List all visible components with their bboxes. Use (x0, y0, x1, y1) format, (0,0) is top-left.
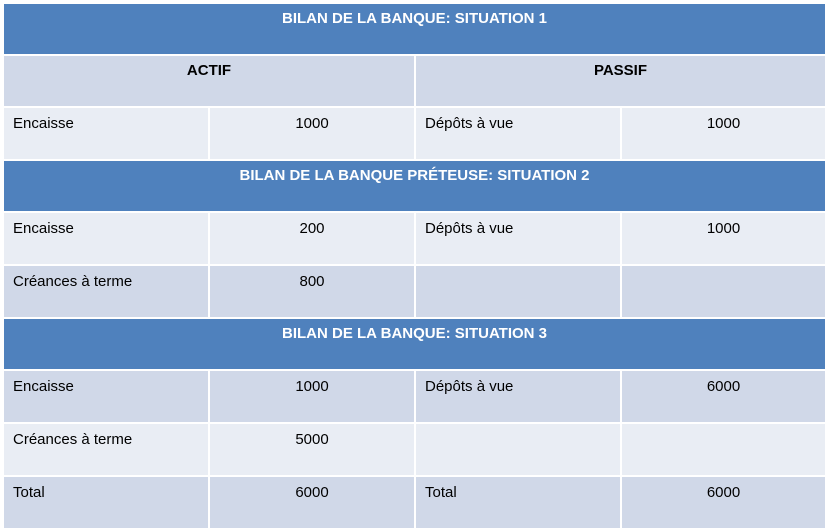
actif-value: 1000 (209, 370, 415, 423)
passif-value: 1000 (621, 107, 826, 160)
section-title: BILAN DE LA BANQUE: SITUATION 3 (3, 318, 826, 370)
table-row (3, 423, 826, 476)
passif-label: Dépôts à vue (415, 212, 621, 265)
actif-value: 200 (209, 212, 415, 265)
bilan-table (2, 2, 827, 530)
table-row (3, 370, 826, 423)
column-headers (3, 55, 826, 107)
passif-total-value: 6000 (621, 476, 826, 529)
passif-total-label: Total (415, 476, 621, 529)
passif-label (415, 265, 621, 318)
section-header-1 (3, 3, 826, 55)
table-row-total (3, 476, 826, 529)
passif-label: Dépôts à vue (415, 107, 621, 160)
actif-label: Créances à terme (3, 423, 209, 476)
actif-label: Encaisse (3, 212, 209, 265)
section-header-2 (3, 160, 826, 212)
table-row (3, 107, 826, 160)
passif-value: 1000 (621, 212, 826, 265)
actif-header: ACTIF (3, 55, 415, 107)
section-title: BILAN DE LA BANQUE: SITUATION 1 (3, 3, 826, 55)
passif-value (621, 265, 826, 318)
section-header-3 (3, 318, 826, 370)
table-row (3, 212, 826, 265)
actif-total-value: 6000 (209, 476, 415, 529)
table-row (3, 265, 826, 318)
actif-label: Encaisse (3, 370, 209, 423)
passif-label (415, 423, 621, 476)
passif-label: Dépôts à vue (415, 370, 621, 423)
actif-value: 5000 (209, 423, 415, 476)
actif-value: 800 (209, 265, 415, 318)
actif-value: 1000 (209, 107, 415, 160)
passif-value: 6000 (621, 370, 826, 423)
actif-label: Créances à terme (3, 265, 209, 318)
actif-total-label: Total (3, 476, 209, 529)
passif-header: PASSIF (415, 55, 826, 107)
passif-value (621, 423, 826, 476)
actif-label: Encaisse (3, 107, 209, 160)
section-title: BILAN DE LA BANQUE PRÉTEUSE: SITUATION 2 (3, 160, 826, 212)
